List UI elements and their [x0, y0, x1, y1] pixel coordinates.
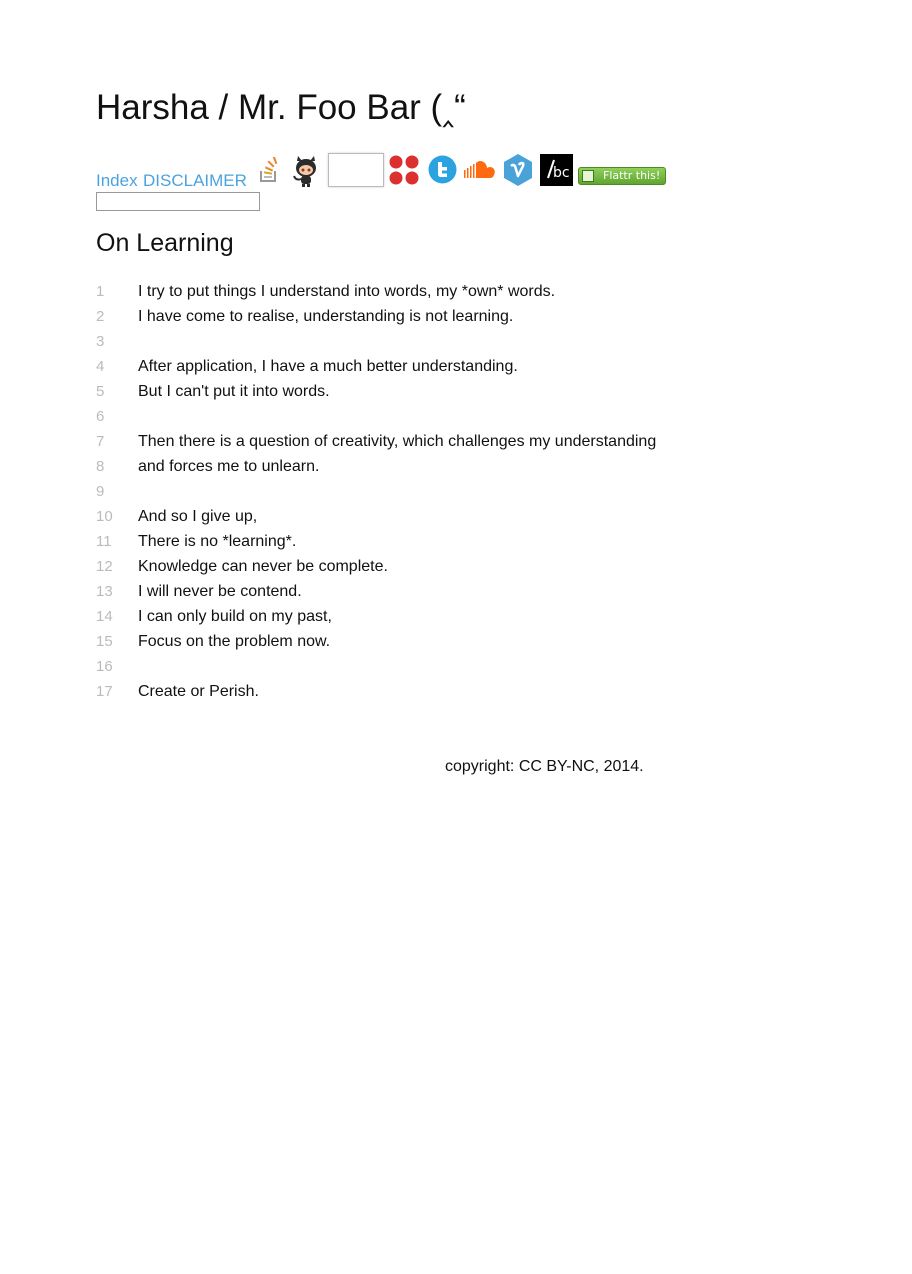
nav-index-link[interactable]: Index: [96, 171, 138, 190]
soundcloud-icon[interactable]: [463, 158, 497, 180]
line-number: 7: [96, 433, 105, 450]
code-line: [96, 679, 796, 704]
line-text: I try to put things I understand into words, my *own* words.: [138, 283, 556, 300]
line-number: 17: [96, 683, 113, 700]
line-number: 5: [96, 383, 105, 400]
line-text: After application, I have a much better understanding.: [138, 358, 518, 375]
code-line: [96, 554, 796, 579]
nav-disclaimer-link[interactable]: DISCLAIMER: [143, 171, 247, 190]
line-number: 16: [96, 658, 113, 675]
nav-bar: [96, 152, 796, 192]
svg-text:bc: bc: [553, 165, 570, 181]
stackoverflow-icon[interactable]: [259, 157, 279, 183]
code-line: [96, 304, 796, 329]
post-body: [96, 279, 796, 704]
line-number: 10: [96, 508, 113, 525]
code-line: [96, 604, 796, 629]
code-line: [96, 454, 796, 479]
line-number: 13: [96, 583, 113, 600]
blank-badge-icon[interactable]: [328, 153, 384, 187]
line-text: I have come to realise, understanding is not learning.: [138, 308, 514, 325]
line-text: I will never be contend.: [138, 583, 302, 600]
flattr-button[interactable]: [578, 167, 666, 185]
line-number: 11: [96, 533, 112, 550]
line-number: 15: [96, 633, 113, 650]
line-number: 1: [96, 283, 105, 300]
line-text: I can only build on my past,: [138, 608, 332, 625]
github-icon[interactable]: [290, 155, 322, 187]
line-number: 12: [96, 558, 113, 575]
line-number: 9: [96, 483, 105, 500]
line-number: 8: [96, 458, 105, 475]
code-line: [96, 379, 796, 404]
line-text: Then there is a question of creativity, which challenges my understanding: [138, 433, 657, 450]
line-text: There is no *learning*.: [138, 533, 297, 550]
twitter-icon[interactable]: [428, 155, 457, 184]
code-line: [96, 329, 796, 354]
line-number: 4: [96, 358, 105, 375]
code-line: [96, 429, 796, 454]
line-text: But I can't put it into words.: [138, 383, 330, 400]
line-text: And so I give up,: [138, 508, 258, 525]
line-number: 6: [96, 408, 105, 425]
copyright-footer: copyright: CC BY-NC, 2014.: [445, 758, 644, 775]
page-title: On Learning: [96, 229, 234, 257]
line-number: 3: [96, 333, 105, 350]
line-text: Create or Perish.: [138, 683, 259, 700]
bandcamp-icon[interactable]: [540, 154, 573, 186]
vimeo-icon[interactable]: [502, 153, 534, 187]
code-line: [96, 479, 796, 504]
code-line: [96, 529, 796, 554]
flattr-icon: [582, 170, 594, 182]
code-line: [96, 279, 796, 304]
code-line: [96, 404, 796, 429]
code-line: [96, 629, 796, 654]
search-input[interactable]: [96, 192, 260, 211]
site-title[interactable]: Harsha / Mr. Foo Bar (‸“: [96, 88, 466, 127]
flickr-dots-icon[interactable]: [388, 154, 422, 186]
code-line: [96, 504, 796, 529]
code-line: [96, 354, 796, 379]
line-number: 14: [96, 608, 113, 625]
line-text: and forces me to unlearn.: [138, 458, 320, 475]
line-number: 2: [96, 308, 105, 325]
line-text: Focus on the problem now.: [138, 633, 331, 650]
code-line: [96, 654, 796, 679]
code-line: [96, 579, 796, 604]
flattr-label: Flattr this!: [603, 169, 661, 182]
line-text: Knowledge can never be complete.: [138, 558, 388, 575]
